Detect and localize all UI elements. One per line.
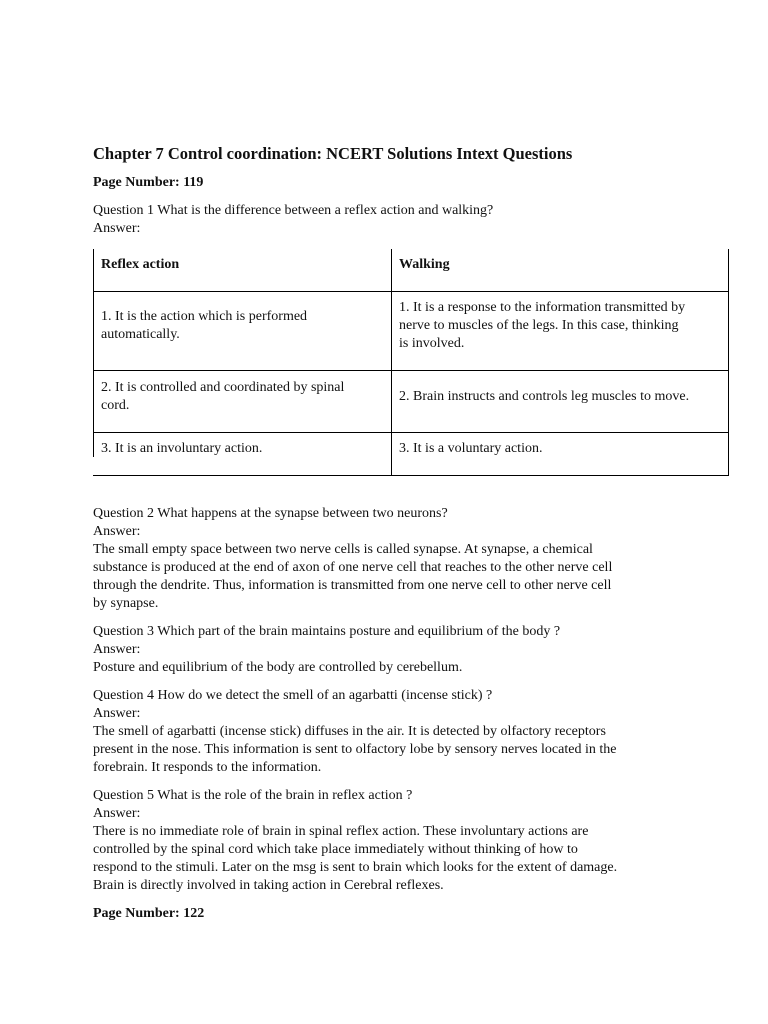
table-rule xyxy=(93,370,729,371)
page-number-119: Page Number: 119 xyxy=(93,175,204,190)
question-1: Question 1 What is the difference between a reflex action and walking? xyxy=(93,203,494,218)
answer-label-4: Answer: xyxy=(93,706,141,721)
table-border-left xyxy=(93,249,94,457)
answer-3-line: Posture and equilibrium of the body are controlled by cerebellum. xyxy=(93,660,463,675)
table-rule xyxy=(93,291,729,292)
answer-label-5: Answer: xyxy=(93,806,141,821)
question-2: Question 2 What happens at the synapse between two neurons? xyxy=(93,506,448,521)
table-cell-reflex-1: 1. It is the action which is performed automatically. xyxy=(101,309,308,342)
answer-4-line: The smell of agarbatti (incense stick) diffuses in the air. It is detected by olfactory receptors xyxy=(93,724,606,739)
answer-2-line: through the dendrite. Thus, information is transmitted from one nerve cell to other nerve cell xyxy=(93,578,612,593)
answer-2-line: The small empty space between two nerve cells is called synapse. At synapse, a chemical xyxy=(93,542,593,557)
table-rule xyxy=(93,432,729,433)
answer-5-line: respond to the stimuli. Later on the msg is sent to brain which looks for the extent of damage. xyxy=(93,860,618,875)
table-cell-walking-2: 2. Brain instructs and controls leg muscles to move. xyxy=(399,389,690,404)
answer-5-line: controlled by the spinal cord which take place immediately without thinking of how to xyxy=(93,842,578,857)
table-cell-walking-3: 3. It is a voluntary action. xyxy=(399,441,543,456)
question-3-block xyxy=(93,623,560,677)
page-number-122: Page Number: 122 xyxy=(93,906,205,921)
table-cell-walking-1: 1. It is a response to the information transmitted by nerve to muscles of the legs. In this case, thinking is involved. xyxy=(399,300,686,351)
table-rule xyxy=(93,475,729,476)
table-divider-middle xyxy=(391,249,392,476)
answer-4-line: forebrain. It responds to the information. xyxy=(93,760,322,775)
table-cell-reflex-3: 3. It is an involuntary action. xyxy=(101,441,263,456)
table-header-walking: Walking xyxy=(399,257,450,272)
answer-label-1: Answer: xyxy=(93,221,141,236)
question-3: Question 3 Which part of the brain maintains posture and equilibrium of the body ? xyxy=(93,624,561,639)
answer-2-line: substance is produced at the end of axon of one nerve cell that reaches to the other nerve cell xyxy=(93,560,613,575)
question-2-block xyxy=(93,505,612,613)
question-5-block xyxy=(93,787,617,895)
answer-4-line: present in the nose. This information is sent to olfactory lobe by sensory nerves located in the xyxy=(93,742,617,757)
reflex-vs-walking-table xyxy=(93,249,729,476)
answer-2-line: by synapse. xyxy=(93,596,159,611)
answer-label-2: Answer: xyxy=(93,524,141,539)
answer-5-line: Brain is directly involved in taking action in Cerebral reflexes. xyxy=(93,878,444,893)
answer-5-line: There is no immediate role of brain in spinal reflex action. These involuntary actions are xyxy=(93,824,589,839)
question-5: Question 5 What is the role of the brain in reflex action ? xyxy=(93,788,413,803)
table-border-right xyxy=(728,249,729,476)
answer-label-3: Answer: xyxy=(93,642,141,657)
table-cell-reflex-2: 2. It is controlled and coordinated by spinal cord. xyxy=(101,380,345,413)
table-header-reflex: Reflex action xyxy=(101,257,180,272)
question-4-block xyxy=(93,687,616,777)
question-4: Question 4 How do we detect the smell of an agarbatti (incense stick) ? xyxy=(93,688,493,703)
chapter-title: Chapter 7 Control coordination: NCERT Solutions Intext Questions xyxy=(93,144,573,163)
